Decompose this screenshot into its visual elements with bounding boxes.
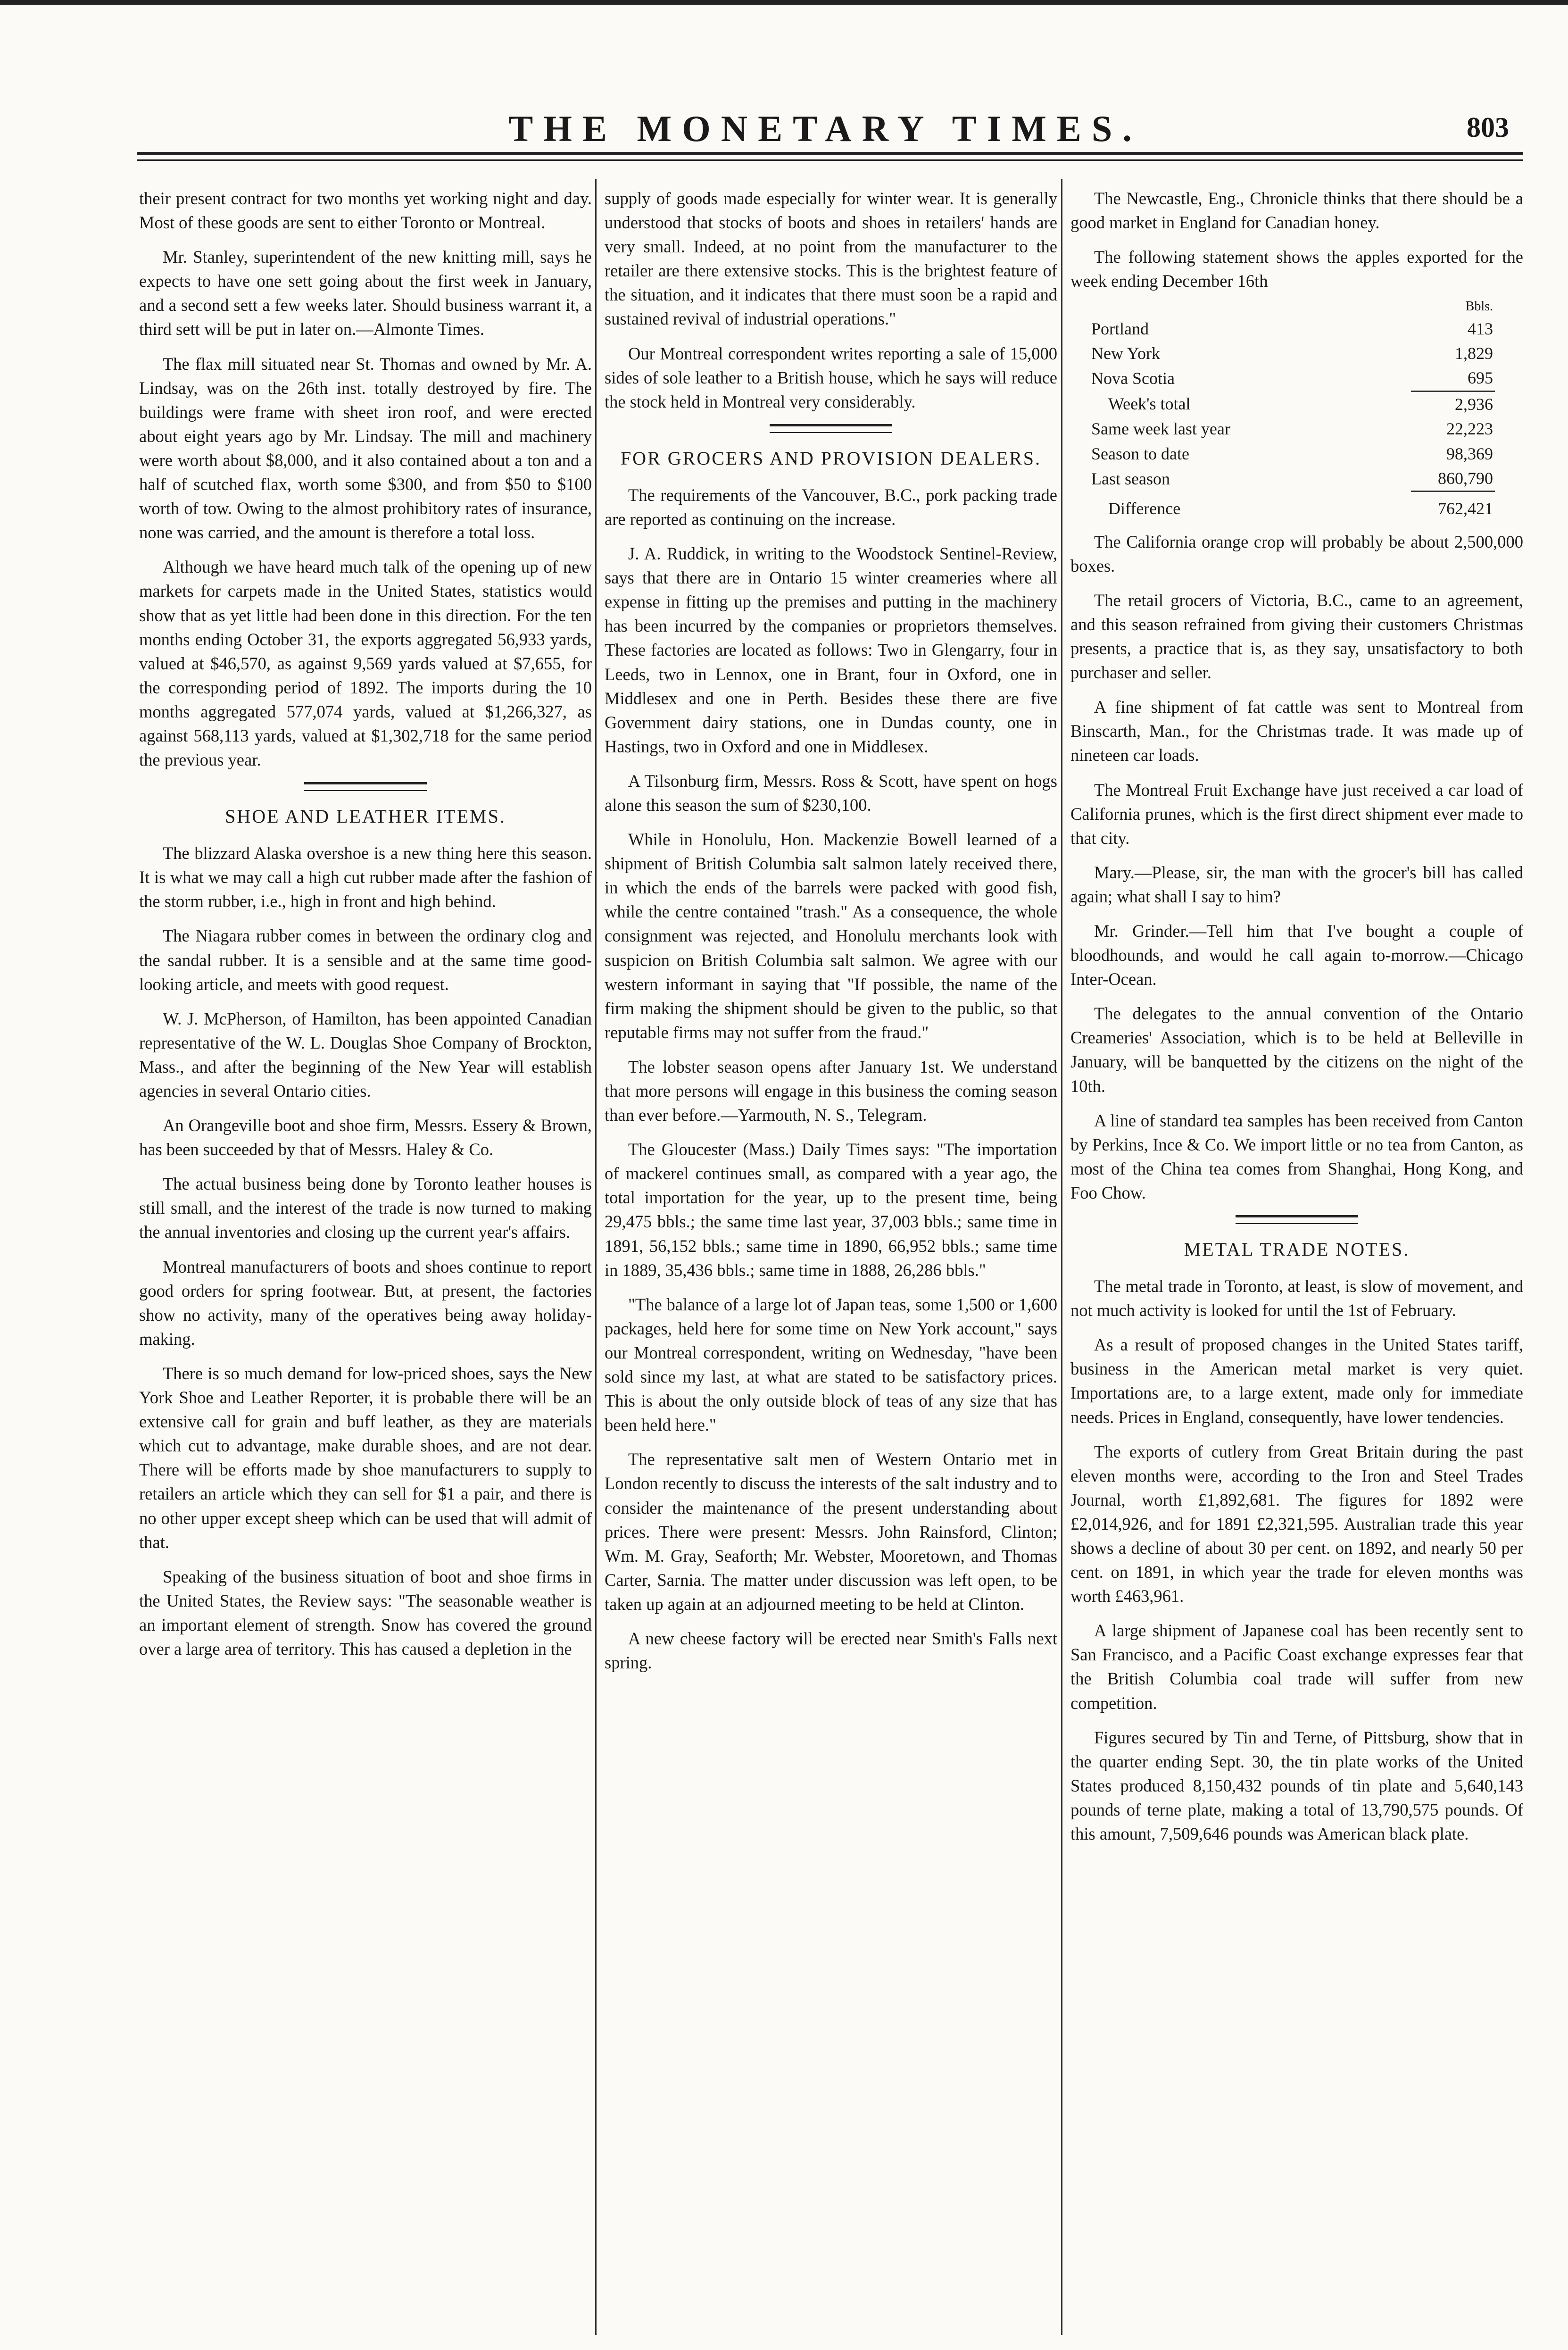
header-rule-thick	[137, 152, 1523, 155]
article-paragraph: Speaking of the business situation of boot and shoe firms in the United States, the Review says: "The seasonable weather is an important element of strength. Snow has covered the ground over a large area of territory. This has caused a depletion in the	[139, 1567, 592, 1658]
article-paragraph: Our Montreal correspondent writes reporting a sale of 15,000 sides of sole leather to a British house, which he says will reduce the stock held in Montreal very considerably.	[605, 343, 1057, 411]
page-number: 803	[1467, 112, 1509, 143]
table-row	[1089, 391, 1495, 417]
row-value: 98,369	[1446, 444, 1493, 463]
article-paragraph: Montreal manufacturers of boots and shoes continue to report good orders for spring footwear. But, at present, the factories show no activity, many of the operatives being away holiday-making.	[139, 1257, 592, 1349]
article-paragraph: The Niagara rubber comes in between the ordinary clog and the sandal rubber. It is a sensible and at the same time good-looking article, and meets with good request.	[139, 926, 592, 994]
column-divider	[595, 179, 597, 2335]
table-header-row	[1089, 297, 1495, 316]
header-rule-thin	[137, 159, 1523, 161]
section-heading: METAL TRADE NOTES.	[1184, 1239, 1410, 1260]
article-paragraph: The metal trade in Toronto, at least, is slow of movement, and not much activity is looked for until the 1st of February.	[1070, 1276, 1523, 1320]
article-paragraph: A fine shipment of fat cattle was sent to Montreal from Binscarth, Man., for the Christmas trade. It was made up of nineteen car loads.	[1070, 697, 1523, 765]
article-paragraph: While in Honolulu, Hon. Mackenzie Bowell learned of a shipment of British Columbia salt salmon lately received there, in which the ends of the barrels were packed with good fish, while the centre contained "trash." As a consequence, the whole consignment was rejected, and Honolulu merchants look with suspicion on British Columbia salt salmon. We agree with our western informant in saying that "If possible, the name of the firm making the shipment should be given to the public, so that reputable firms may not suffer from the fraud."	[605, 830, 1057, 1042]
article-paragraph: The following statement shows the apples exported for the week ending December 16th	[1070, 247, 1523, 291]
article-paragraph: There is so much demand for low-priced shoes, says the New York Shoe and Leather Reporter, it is probable there will be an extensive call for grain and buff leather, as they are materials which cut to advantage, make durable shoes, and are not dear. There will be efforts made by shoe manufacturers to supply to retailers an article which they can sell for $1 a pair, and there is no other upper except sheep which can be used that will admit of that.	[139, 1363, 592, 1552]
article-paragraph: J. A. Ruddick, in writing to the Woodstock Sentinel-Review, says that there are in Ontario 15 winter creameries where all expense in fitting up the premises and putting in the machinery has been incurred by the companies or proprietors themselves. These factories are located as follows: Two in Glengarry, four in Leeds, two in Lennox, one in Brant, four in Oxford, one in Middlesex and one in Perth. Besides these there are five Government dairy stations, one in Dundas county, one in Hastings, two in Oxford and one in Middlesex.	[605, 544, 1057, 756]
article-paragraph: A new cheese factory will be erected near Smith's Falls next spring.	[605, 1628, 1057, 1673]
article-paragraph: Figures secured by Tin and Terne, of Pittsburg, show that in the quarter ending Sept. 30, the tin plate works of the United States produced 8,150,432 pounds of tin plate and 5,640,143 pounds of terne plate, making a total of 13,790,575 pounds. Of this amount, 7,509,646 pounds was American black plate.	[1070, 1727, 1523, 1843]
article-paragraph: The Montreal Fruit Exchange have just received a car load of California prunes, which is the first direct shipment ever made to that city.	[1070, 780, 1523, 848]
column-divider	[1061, 179, 1062, 2335]
row-label: Same week last year	[1091, 419, 1230, 439]
article-paragraph: The lobster season opens after January 1st. We understand that more persons will engage in this business the coming season than ever before.—Yarmouth, N. S., Telegram.	[605, 1057, 1057, 1125]
row-label: Season to date	[1091, 444, 1189, 463]
article-paragraph: Mary.—Please, sir, the man with the grocer's bill has called again; what shall I say to him?	[1070, 862, 1523, 906]
article-paragraph: An Orangeville boot and shoe firm, Messrs. Essery & Brown, has been succeeded by that of Messrs. Haley & Co.	[139, 1116, 592, 1159]
article-paragraph: their present contract for two months yet working night and day. Most of these goods are sent to either Toronto or Montreal.	[139, 189, 592, 233]
article-paragraph: The blizzard Alaska overshoe is a new thing here this season. It is what we may call a high cut rubber made after the fashion of the storm rubber, i.e., high in front and high behind.	[139, 843, 592, 911]
article-paragraph: The Newcastle, Eng., Chronicle thinks that there should be a good market in England for Canadian honey.	[1070, 189, 1523, 233]
row-value: 762,421	[1411, 492, 1495, 521]
column-3	[1070, 186, 1523, 1856]
section-ornament	[304, 782, 427, 791]
row-label: Nova Scotia	[1091, 369, 1175, 388]
article-paragraph: The retail grocers of Victoria, B.C., came to an agreement, and this season refrained from giving their customers Christmas presents, a practice that is, as they say, unsatisfactory to both purchaser and seller.	[1070, 590, 1523, 683]
article-paragraph: The delegates to the annual convention of the Ontario Creameries' Association, which is to be held at Belleville in January, will be banquetted by the citizens on the night of the 10th.	[1070, 1004, 1523, 1096]
column-2	[605, 186, 1057, 1685]
article-paragraph: Mr. Grinder.—Tell him that I've bought a couple of bloodhounds, and would he call again to-morrow.—Chicago Inter-Ocean.	[1070, 921, 1523, 989]
row-value: 860,790	[1438, 468, 1493, 488]
row-label: New York	[1091, 343, 1161, 363]
table-row	[1089, 341, 1495, 366]
row-label: Last season	[1091, 469, 1170, 488]
article-paragraph: Although we have heard much talk of the opening up of new markets for carpets made in the United States, statistics would show that as yet little had been done in this direction. For the ten months ending October 31, the exports aggregated 56,933 yards, valued at $46,570, as against 9,569 yards valued at $7,655, for the corresponding period of 1892. The imports during the 10 months aggregated 577,074 yards, valued at $1,266,327, as against 568,113 yards, valued at $1,302,718 for the same period the previous year.	[139, 557, 592, 770]
publication-title: THE MONETARY TIMES.	[508, 108, 1142, 149]
table-row	[1089, 317, 1495, 341]
row-value: 413	[1468, 319, 1493, 338]
row-value: 695	[1468, 368, 1493, 388]
masthead	[141, 108, 1509, 150]
unit-label: Bbls.	[1465, 299, 1493, 314]
article-paragraph: supply of goods made especially for winter wear. It is generally understood that stocks of boots and shoes in retailers' hands are very small. Indeed, at no point from the manufacturer to the retailer are there extensive stocks. This is the brightest feature of the situation, and it indicates that there must soon be a rapid and sustained revival of industrial operations."	[605, 189, 1057, 329]
article-paragraph: A large shipment of Japanese coal has been recently sent to San Francisco, and a Pacific Coast exchange expresses fear that the British Columbia coal trade will suffer from new competition.	[1070, 1621, 1523, 1713]
article-paragraph: W. J. McPherson, of Hamilton, has been appointed Canadian representative of the W. L. Douglas Shoe Company of Brockton, Mass., and after the beginning of the New Year will establish agencies in several Ontario cities.	[139, 1008, 592, 1100]
article-paragraph: The Gloucester (Mass.) Daily Times says: "The importation of mackerel continues small, as compared with a year ago, the total importation for the year, up to the present time, being 29,475 bbls.; the same time last year, 37,003 bbls.; same time in 1891, 56,152 bbls.; same time in 1890, 66,952 bbls.; same time in 1889, 35,436 bbls.; same time in 1888, 26,286 bbls."	[605, 1140, 1057, 1280]
article-paragraph: Mr. Stanley, superintendent of the new knitting mill, says he expects to have one sett going about the first week in January, and a second sett a few weeks later. Should business warrant it, a third sett will be put in later on.—Almonte Times.	[139, 247, 592, 339]
section-ornament	[1236, 1215, 1358, 1224]
section-heading: FOR GROCERS AND PROVISION DEALERS.	[620, 447, 1042, 469]
apple-exports-table	[1089, 297, 1495, 521]
row-label: Difference	[1108, 499, 1181, 518]
article-paragraph: The exports of cutlery from Great Britain during the past eleven months were, according to the Iron and Steel Trades Journal, worth £1,892,681. The figures for 1892 were £2,014,926, and for 1891 £2,321,595. Australian trade this year shows a decline of about 30 per cent. on 1892, and nearly 50 per cent. on 1891, in which year the trade for eleven months was worth £463,961.	[1070, 1442, 1523, 1606]
article-paragraph: "The balance of a large lot of Japan teas, some 1,500 or 1,600 packages, held here for some time on New York account," says our Montreal correspondent, writing on Wednesday, "have been sold since my last, at what are stated to be satisfactory prices. This is about the only outside block of teas of any size that has been held here."	[605, 1294, 1057, 1435]
row-label: Week's total	[1108, 394, 1191, 413]
row-label: Portland	[1091, 319, 1149, 338]
table-row	[1089, 417, 1495, 441]
column-1	[139, 186, 592, 1671]
article-paragraph: The flax mill situated near St. Thomas and owned by Mr. A. Lindsay, was on the 26th inst. totally destroyed by fire. The buildings were frame with sheet iron roof, and were erected about eight years ago by Mr. Lindsay. The mill and machinery were worth about $8,000, and it also contained about a ton and a half of scutched flax, worth some $300, and from $50 to $100 worth of tow. Owing to the almost prohibitory rates of insurance, none was carried, and the amount is therefore a total loss.	[139, 354, 592, 542]
table-row	[1089, 492, 1495, 521]
article-paragraph: The actual business being done by Toronto leather houses is still small, and the interest of the trade is now turned to making the annual inventories and closing up the current year's affairs.	[139, 1174, 592, 1242]
section-ornament	[770, 424, 892, 433]
article-paragraph: The representative salt men of Western Ontario met in London recently to discuss the interests of the salt industry and to consider the maintenance of the present understanding about prices. There were present: Messrs. John Rainsford, Clinton; Wm. M. Gray, Seaforth; Mr. Webster, Mooretown, and Thomas Carter, Sarnia. The matter under discussion was left open, to be taken up again at an adjourned meeting to be held at Clinton.	[605, 1450, 1057, 1614]
article-paragraph: As a result of proposed changes in the United States tariff, business in the American metal market is very quiet. Importations are, to a large extent, made only for immediate needs. Prices in England, consequently, have lower tendencies.	[1070, 1335, 1523, 1427]
top-border	[0, 0, 1568, 5]
table-row	[1089, 366, 1495, 391]
section-heading: SHOE AND LEATHER ITEMS.	[225, 806, 506, 827]
table-row	[1089, 466, 1495, 492]
row-value: 2,936	[1411, 391, 1495, 417]
row-value: 22,223	[1446, 419, 1493, 439]
article-paragraph: The requirements of the Vancouver, B.C., pork packing trade are reported as continuing on the increase.	[605, 485, 1057, 529]
table-row	[1089, 442, 1495, 466]
article-paragraph: A Tilsonburg firm, Messrs. Ross & Scott, have spent on hogs alone this season the sum of $230,100.	[605, 771, 1057, 815]
row-value: 1,829	[1455, 343, 1493, 363]
article-paragraph: A line of standard tea samples has been received from Canton by Perkins, Ince & Co. We import little or no tea from Canton, as most of the China tea comes from Shanghai, Hong Kong, and Foo Chow.	[1070, 1110, 1523, 1202]
article-paragraph: The California orange crop will probably be about 2,500,000 boxes.	[1070, 532, 1523, 575]
